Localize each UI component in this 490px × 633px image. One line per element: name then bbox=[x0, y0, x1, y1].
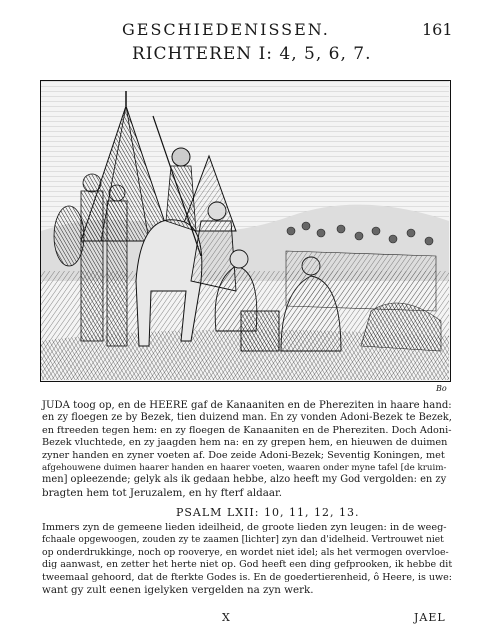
text-line: op onderdrukkinge, noch op rooverye, en wordet niet idel; als het vermogen overvloe- bbox=[42, 546, 449, 558]
text-line: zyner handen en zyner voeten af. Doe zeide Adoni-Bezek; Seventig Koningen, met bbox=[42, 449, 445, 461]
engraver-mark: Bo bbox=[436, 384, 447, 393]
page-number: 161 bbox=[422, 20, 453, 39]
text-line: Immers zyn de gemeene lieden ideilheid, de groote lieden zyn leugen: in de weeg- bbox=[42, 522, 447, 533]
text-line: en zy floegen ze by Bezek, tien duizend man. En zy vonden Adoni-Bezek te Bezek, bbox=[42, 412, 452, 424]
text-line: want gy zult eenen igelyken vergelden na zyn werk. bbox=[42, 584, 314, 597]
text-line: bragten hem tot Jeruzalem, en hy fterf aldaar. bbox=[42, 486, 283, 499]
engraving-illustration bbox=[40, 80, 451, 382]
text-line: fchaale opgewoogen, zouden zy te zaamen [lichter] zyn dan d'idelheid. Vertrouwet niet bbox=[42, 535, 444, 546]
chapter-reference: RICHTEREN I: 4, 5, 6, 7. bbox=[132, 44, 372, 64]
catchword: JAEL bbox=[414, 611, 446, 624]
signature-mark: X bbox=[222, 611, 230, 624]
text-line: Bezek vluchtede, en zy jaagden hem na: en zy grepen hem, en hieuwen de duimen bbox=[42, 437, 448, 449]
psalm-text bbox=[42, 522, 452, 596]
running-title: GESCHIEDENISSEN. bbox=[122, 20, 330, 39]
text-line: tweemaal gehoord, dat de fterkte Godes is. En de goedertierenheid, ô Heere, is uwe: bbox=[42, 571, 452, 583]
narrative-text bbox=[42, 400, 452, 499]
psalm-heading: PSALM LXII: 10, 11, 12, 13. bbox=[176, 506, 360, 519]
text-line: dig aanwast, en zetter het herte niet op. God heeft een ding gefprooken, ik hebbe dit bbox=[42, 559, 453, 571]
text-line: men] opleezende; gelyk als ik gedaan hebbe, alzo heeft my God vergolden: en zy bbox=[42, 474, 447, 486]
text-line: JUDA toog op, en de HEERE gaf de Kanaaniten en de Phereziten in haare hand: bbox=[42, 400, 452, 411]
text-line: afgehouwene duimen haarer handen en haarer voeten, waaren onder myne tafel [de kruim- bbox=[42, 463, 447, 474]
battle-scene-engraving bbox=[41, 81, 449, 380]
text-line: en ftreeden tegen hem: en zy floegen de Kanaaniten en de Phereziten. Doch Adoni- bbox=[42, 424, 452, 436]
